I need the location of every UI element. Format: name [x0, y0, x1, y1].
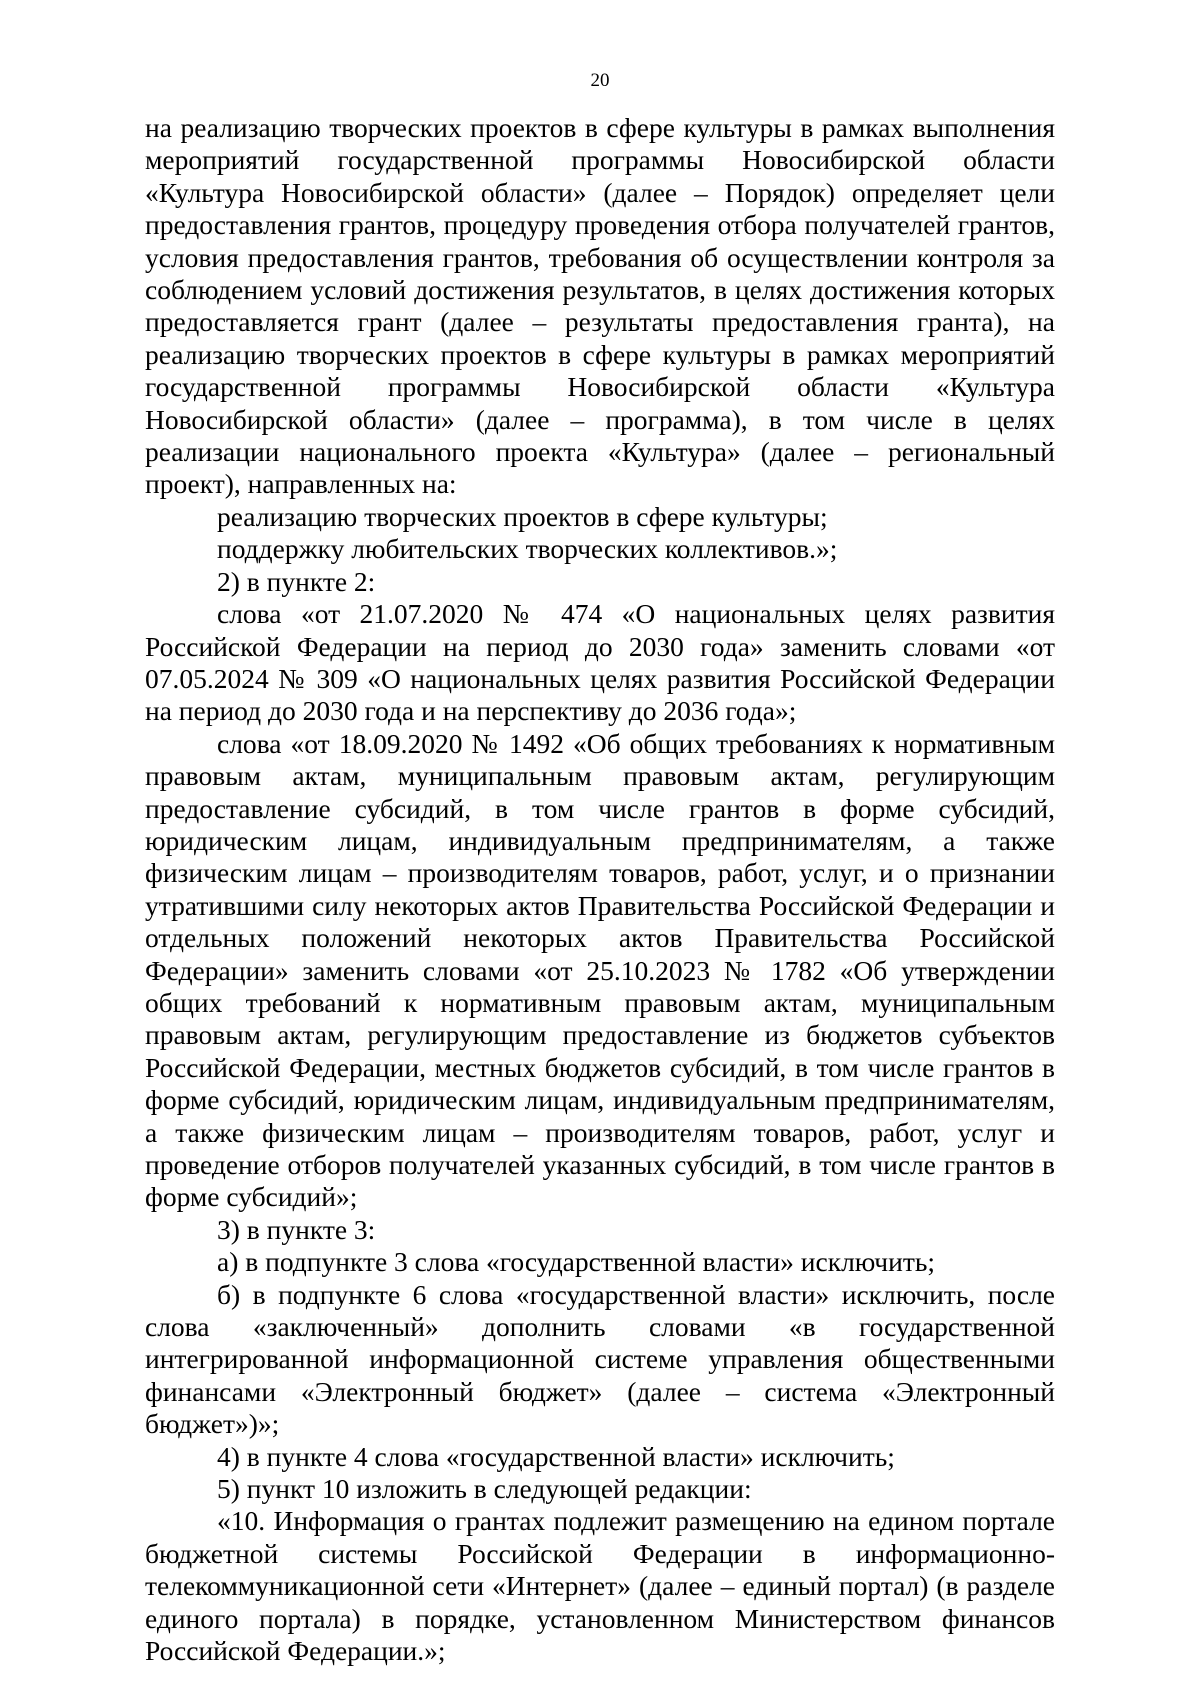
- paragraph-point-2-replace-474: слова «от 21.07.2020 № 474 «О национальных целях развития Российской Федерации на период до 2030 года» заменить словами «от 07.05.2024 № 309 «О национальных целях развития Российской Федерации на период до 2030 года и на перспективу до 2036 года»;: [145, 598, 1055, 727]
- paragraph-point-2-replace-1492: слова «от 18.09.2020 № 1492 «Об общих требованиях к нормативным правовым актам, муниципальным правовым актам, регулирующим предоставление субсидий, в том числе грантов в форме субсидий, юридическим лицам, индивидуальным предпринимателям, а также физическим лицам – производителям товаров, работ, услуг, и о признании утратившими силу некоторых актов Правительства Российской Федерации и отдельных положений некоторых актов Правительства Российской Федерации» заменить словами «от 25.10.2023 № 1782 «Об утверждении общих требований к нормативным правовым актам, муниципальным правовым актам, регулирующим предоставление из бюджетов субъектов Российской Федерации, местных бюджетов субсидий, в том числе грантов в форме субсидий, юридическим лицам, индивидуальным предпринимателям, а также физическим лицам – производителям товаров, работ, услуг и проведение отборов получателей указанных субсидий, в том числе грантов в форме субсидий»;: [145, 727, 1055, 1213]
- paragraph-point-5-heading: 5) пункт 10 изложить в следующей редакции:: [217, 1473, 752, 1505]
- paragraph-item-creative-projects: реализацию творческих проектов в сфере культуры;: [217, 500, 828, 532]
- paragraph-order-purpose: на реализацию творческих проектов в сфере культуры в рамках выполнения мероприятий государственной программы Новосибирской области «Культура Новосибирской области» (далее – Порядок) определяет цели предоставления грантов, процедуру проведения отбора получателей грантов, условия предоставления грантов, требования об осуществлении контроля за соблюдением условий достижения результатов, в целях достижения которых предоставляется грант (далее – результаты предоставления гранта), на реализацию творческих проектов в сфере культуры в рамках мероприятий государственной программы Новосибирской области «Культура Новосибирской области» (далее – программа), в том числе в целях реализации национального проекта «Культура» (далее – региональный проект), направленных на:: [145, 112, 1055, 500]
- paragraph-point-4: 4) в пункте 4 слова «государственной власти» исключить;: [217, 1440, 895, 1472]
- paragraph-point-10-new-wording: «10. Информация о грантах подлежит размещению на едином портале бюджетной системы Российской Федерации в информационно-телекоммуникационной сети «Интернет» (далее – единый портал) (в разделе единого портала) в порядке, установленном Министерством финансов Российской Федерации.»;: [145, 1505, 1055, 1667]
- paragraph-point-3-subpoint-a: а) в подпункте 3 слова «государственной власти» исключить;: [217, 1246, 936, 1278]
- document-body: [145, 112, 1055, 1668]
- paragraph-item-amateur-collectives: поддержку любительских творческих коллективов.»;: [217, 533, 838, 565]
- paragraph-point-2-heading: 2) в пункте 2:: [217, 565, 376, 597]
- paragraph-point-3-heading: 3) в пункте 3:: [217, 1213, 376, 1245]
- paragraph-point-3-subpoint-b: б) в подпункте 6 слова «государственной власти» исключить, после слова «заключенный» дополнить словами «в государственной интегрированной информационной системе управления общественными финансами «Электронный бюджет» (далее – система «Электронный бюджет»)»;: [145, 1278, 1055, 1440]
- page-number: 20: [590, 70, 610, 91]
